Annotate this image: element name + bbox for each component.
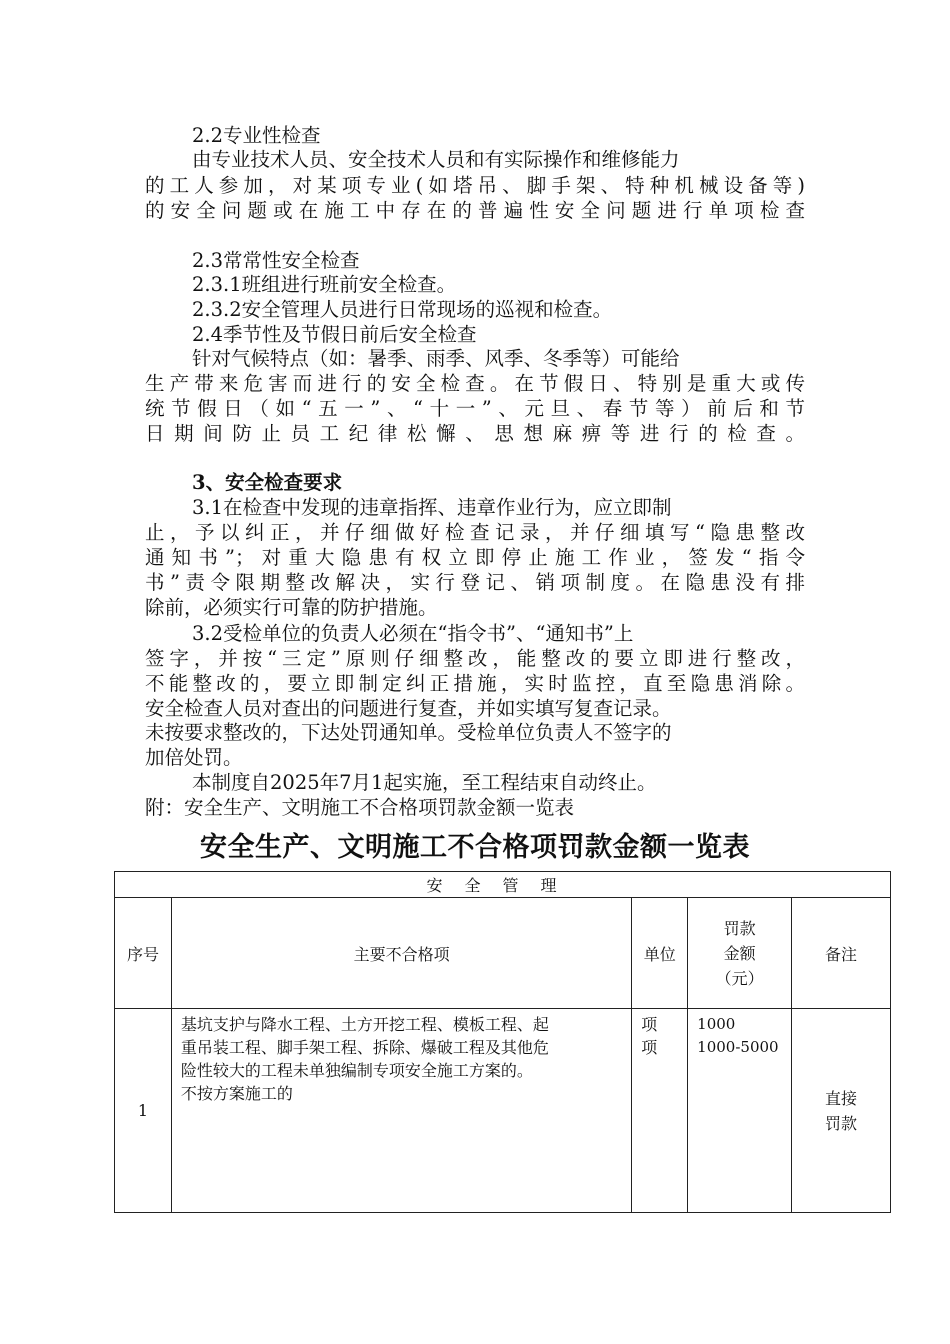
paragraph-line: 不能整改的，要立即制定纠正措施，实时监控，直至隐患消除。 <box>145 672 805 695</box>
paragraph-line: 加倍处罚。 <box>145 746 243 769</box>
header-fine-line: 罚款 <box>723 918 756 938</box>
paragraph-line: 日期间防止员工纪律松懈、思想麻痹等进行的检查。 <box>145 422 805 445</box>
section-title: 安全管理 <box>115 872 891 898</box>
paragraph-line: 的安全问题或在施工中存在的普遍性安全问题进行单项检查 <box>145 199 805 222</box>
row-unit-line: 项 <box>641 1038 658 1057</box>
header-row <box>115 898 891 1009</box>
row-item-line: 重吊装工程、脚手架工程、拆除、爆破工程及其他危 <box>180 1038 549 1057</box>
header-unit: 单位 <box>632 898 688 1009</box>
row-fine <box>688 1009 792 1213</box>
paragraph-line: 针对气候特点（如：暑季、雨季、风季、冬季等）可能给 <box>192 347 680 370</box>
row-item-line: 基坑支护与降水工程、土方开挖工程、模板工程、起 <box>180 1015 549 1034</box>
item-2-3-2: 2.3.2安全管理人员进行日常现场的巡视和检查。 <box>192 298 613 321</box>
paragraph-line: 书”责令限期整改解决，实行登记、销项制度。在隐患没有排 <box>145 571 805 594</box>
section-2-4-heading: 2.4季节性及节假日前后安全检查 <box>192 323 477 346</box>
paragraph-line: 除前，必须实行可靠的防护措施。 <box>145 596 438 619</box>
section-2-2-heading: 2.2专业性检查 <box>192 124 321 147</box>
attachment-line: 附：安全生产、文明施工不合格项罚款金额一览表 <box>145 796 575 819</box>
header-remark: 备注 <box>792 898 891 1009</box>
item-2-3-1: 2.3.1班组进行班前安全检查。 <box>192 273 457 296</box>
row-remark <box>792 1009 891 1213</box>
paragraph-line: 由专业技术人员、安全技术人员和有实际操作和维修能力 <box>192 148 680 171</box>
row-fine-line: 1000 <box>697 1015 736 1033</box>
header-fine-line: 金额 <box>723 943 756 963</box>
paragraph-line: 3.1在检查中发现的违章指挥、违章作业行为，应立即制 <box>192 496 672 519</box>
paragraph-line: 签字，并按“三定”原则仔细整改，能整改的要立即进行整改， <box>145 647 805 670</box>
row-item-line: 险性较大的工程未单独编制专项安全施工方案的。 <box>180 1061 533 1080</box>
paragraph-line: 通知书”；对重大隐患有权立即停止施工作业，签发“指令 <box>145 546 805 569</box>
header-item: 主要不合格项 <box>171 898 631 1009</box>
paragraph-line: 生产带来危害而进行的安全检查。在节假日、特别是重大或传 <box>145 372 805 395</box>
row-remark-line: 罚款 <box>825 1113 858 1133</box>
paragraph-line: 止，予以纠正，并仔细做好检查记录，并仔细填写“隐患整改 <box>145 521 805 544</box>
row-unit <box>632 1009 688 1213</box>
row-item <box>171 1009 631 1213</box>
row-fine-line: 1000-5000 <box>697 1038 779 1056</box>
paragraph-line: 统节假日（如“五一”、“十一”、元旦、春节等）前后和节 <box>145 397 805 420</box>
row-unit-line: 项 <box>641 1015 658 1034</box>
paragraph-line: 未按要求整改的，下达处罚通知单。受检单位负责人不签字的 <box>145 721 672 744</box>
effective-date-line: 本制度自2025年7月1起实施，至工程结束自动终止。 <box>192 771 657 794</box>
header-no: 序号 <box>115 898 172 1009</box>
table-title: 安全生产、文明施工不合格项罚款金额一览表 <box>200 832 750 863</box>
row-item-line: 不按方案施工的 <box>180 1084 293 1103</box>
header-fine-line: （元） <box>715 968 764 988</box>
row-no: 1 <box>115 1009 172 1213</box>
section-2-3-heading: 2.3常常性安全检查 <box>192 249 360 272</box>
fine-table <box>114 871 891 1213</box>
header-fine <box>688 898 792 1009</box>
paragraph-line: 3.2受检单位的负责人必须在“指令书”、“通知书”上 <box>192 622 634 645</box>
paragraph-line: 安全检查人员对查出的问题进行复查，并如实填写复查记录。 <box>145 697 672 720</box>
section-row <box>115 872 891 898</box>
paragraph-line: 的工人参加，对某项专业(如塔吊、脚手架、特种机械设备等) <box>145 174 805 197</box>
table-row <box>115 1009 891 1213</box>
section-3-heading: 3、安全检查要求 <box>192 471 343 494</box>
row-remark-line: 直接 <box>825 1088 858 1108</box>
